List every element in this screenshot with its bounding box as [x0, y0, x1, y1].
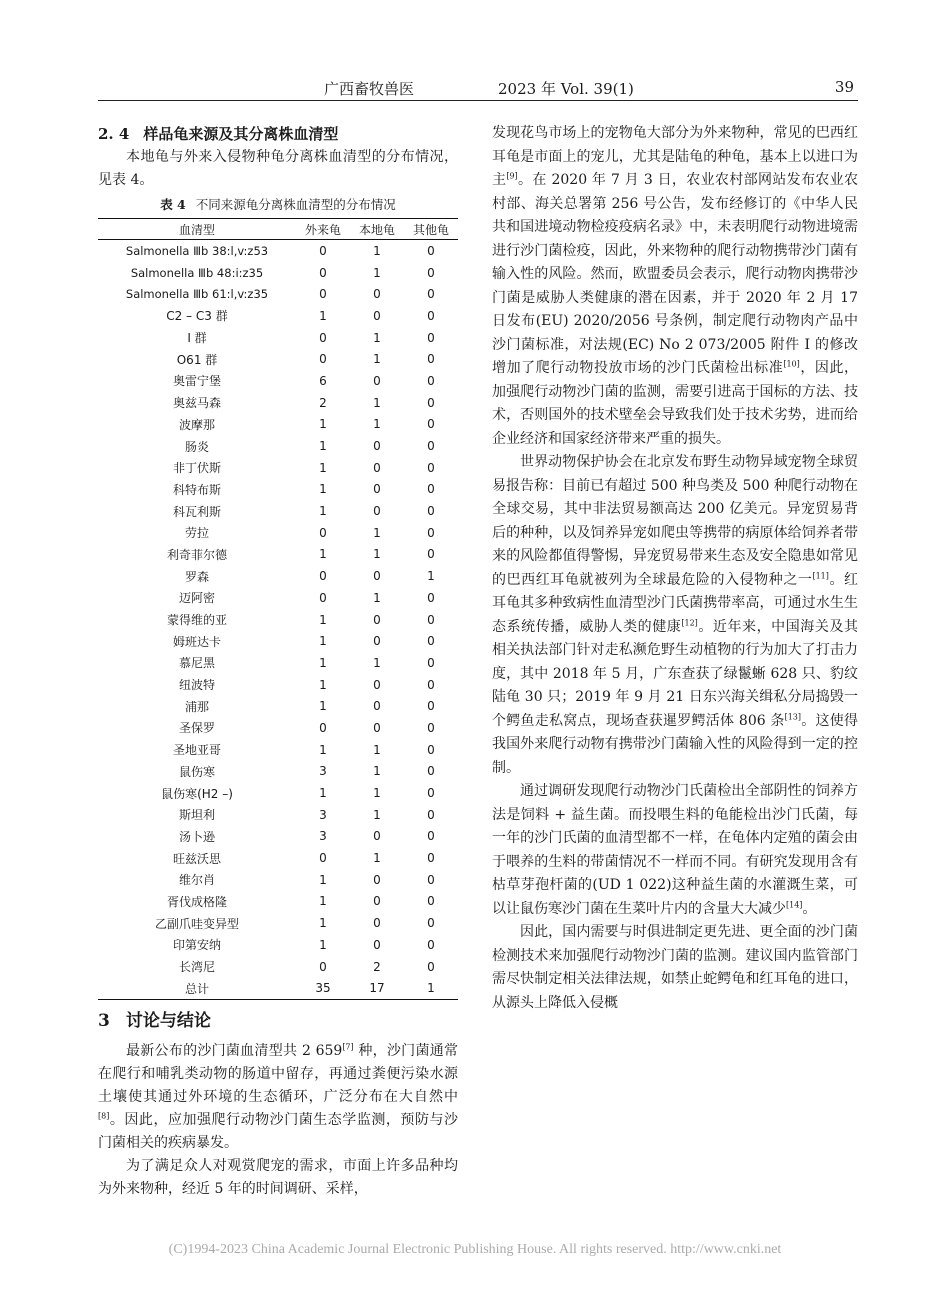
serotype-cell: 罗森 [184, 569, 209, 584]
count-cell: 1 [319, 460, 327, 475]
table-row [98, 739, 458, 761]
count-cell: 0 [373, 439, 381, 454]
table-row [98, 977, 458, 999]
citation: [11] [812, 570, 829, 580]
table-row [98, 370, 458, 392]
count-cell: 0 [427, 720, 435, 735]
table-row [98, 652, 458, 674]
count-cell: 2 [319, 395, 327, 410]
table-row [98, 392, 458, 414]
citation: [8] [98, 1111, 110, 1121]
count-cell: 1 [319, 612, 327, 627]
table-row [98, 934, 458, 956]
serotype-cell: 印第安纳 [172, 938, 221, 953]
header-exotic: 外来龟 [304, 222, 341, 237]
serotype-cell: 斯坦利 [178, 808, 215, 823]
citation: [13] [784, 711, 802, 721]
count-cell: 3 [319, 829, 327, 844]
count-cell: 0 [427, 308, 435, 323]
serotype-cell: 旺兹沃思 [172, 851, 221, 866]
table-label: 表 4 [160, 197, 186, 212]
table-row [98, 435, 458, 457]
text-run: 。在 2020 年 7 月 3 日，农业农村部网站发布农业农村部、海关总署第 256 号公告，发布经修订的《中华人民共和国进境动物检疫疫病名录》中，未表明爬行动物进境需进行沙门菌检疫，因此，外来物种的爬行动物携带沙门菌有输入性的风险。然而，欧盟委员会表示，爬行动物肉携带沙门菌是威胁人类健康的潜在因素，并于 2020 年 2 月 17 日发布(EU) 2020/2056 号条例，制定爬行动物肉产品中沙门菌标准，对法规(EC) No 2 073/2005 附件 I 的修改增加了爬行动物投放市场的沙门氏菌检出标准 [492, 172, 858, 376]
paragraph-2-start [98, 1155, 458, 1201]
serotype-cell: 鼠伤寒 [178, 764, 215, 779]
count-cell: 0 [427, 742, 435, 757]
table-row [98, 674, 458, 696]
table-row [98, 305, 458, 327]
section-number: 2. 4 [98, 125, 130, 143]
text-run: 。红耳龟其多种致病性血清型沙门氏菌携带率高，可通过水生生态系统传播，威胁人类的健康 [492, 571, 859, 635]
text-run: 。这使得我国外来爬行动物有携带沙门菌输入性的风险得到一定的控制。 [492, 712, 859, 776]
table-header-row [98, 219, 458, 240]
count-cell: 0 [373, 720, 381, 735]
count-cell: 0 [427, 330, 435, 345]
count-cell: 1 [319, 482, 327, 497]
table-row [98, 847, 458, 869]
journal-name: 广西畜牧兽医 [324, 80, 415, 98]
table-row [98, 782, 458, 804]
section-2-4-paragraph: 本地龟与外来入侵物种龟分离株血清型的分布情况，见表 4。 [98, 149, 458, 188]
text-run: 发现花鸟市场上的宠物龟大部分为外来物种，常见的巴西红耳龟是市面上的宠儿，尤其是陆龟的种龟，基本上以进口为主 [492, 125, 858, 188]
text-run: 通过调研发现爬行动物沙门氏菌检出全部阴性的饲养方法是饲料 + 益生菌。而投喂生料的龟能检出沙门氏菌，每一年的沙门氏菌的血清型都不一样，在龟体内定殖的菌会由于喂养的生料的带菌情况不一样而不同。有研究发现用含有枯草芽孢杆菌的(UD 1 022)这种益生菌的水灌溉生菜，可以让鼠伤寒沙门菌在生菜叶片内的含量大大减少 [492, 783, 858, 917]
table-row [98, 804, 458, 826]
table-row [98, 826, 458, 848]
count-cell: 0 [319, 959, 327, 974]
running-header [98, 74, 858, 101]
count-cell: 0 [319, 265, 327, 280]
count-cell: 0 [427, 959, 435, 974]
count-cell: 1 [373, 851, 381, 866]
count-cell: 1 [373, 742, 381, 757]
table-body [98, 240, 458, 1000]
section-3-title: 讨论与结论 [125, 1011, 211, 1032]
count-cell: 0 [373, 916, 381, 931]
table-row [98, 327, 458, 349]
text-run: 。因此，应加强爬行动物沙门菌生态学监测，预防与沙门菌相关的疾病暴发。 [98, 1112, 458, 1152]
count-cell: 0 [427, 417, 435, 432]
paragraph-4 [492, 780, 858, 921]
serotype-table [98, 218, 458, 1000]
serotype-cell: 鼠伤寒(H2 –) [161, 786, 233, 801]
table-caption [98, 196, 458, 214]
count-cell: 17 [369, 981, 385, 996]
count-cell: 0 [319, 330, 327, 345]
count-cell: 0 [427, 764, 435, 779]
count-cell: 0 [373, 894, 381, 909]
section-2-4-heading [98, 122, 458, 146]
count-cell: 0 [427, 634, 435, 649]
count-cell: 0 [319, 720, 327, 735]
count-cell: 1 [319, 786, 327, 801]
paragraph-2-continued [492, 122, 858, 451]
citation: [12] [681, 617, 698, 627]
table-row [98, 348, 458, 370]
table-row [98, 761, 458, 783]
count-cell: 0 [319, 569, 327, 584]
paragraph-1 [98, 1040, 458, 1155]
serotype-cell: 维尔肖 [178, 873, 215, 888]
table-row [98, 544, 458, 566]
count-cell: 0 [427, 460, 435, 475]
serotype-cell: O61 群 [176, 352, 218, 367]
citation: [7] [342, 1042, 354, 1052]
table-row [98, 609, 458, 631]
count-cell: 0 [373, 287, 381, 302]
count-cell: 1 [373, 243, 381, 258]
table-row [98, 500, 458, 522]
count-cell: 1 [373, 525, 381, 540]
count-cell: 0 [427, 352, 435, 367]
count-cell: 1 [319, 894, 327, 909]
count-cell: 0 [427, 872, 435, 887]
count-cell: 0 [427, 504, 435, 519]
count-cell: 0 [427, 547, 435, 562]
text-run: 为了满足众人对观赏爬宠的需求，市面上许多品种均为外来物种，经近 5 年的时间调研、采样， [98, 1158, 458, 1198]
count-cell: 1 [373, 807, 381, 822]
serotype-cell: I 群 [187, 331, 207, 346]
count-cell: 1 [319, 677, 327, 692]
count-cell: 1 [319, 308, 327, 323]
paragraph-5: 因此，国内需要与时俱进制定更先进、更全面的沙门菌检测技术来加强爬行动物沙门菌的监测。建议国内监管部门需尽快制定相关法律法规，如禁止蛇鳄龟和红耳龟的进口，从源头上降低入侵概 [492, 924, 858, 1011]
count-cell: 0 [373, 460, 381, 475]
count-cell: 1 [319, 655, 327, 670]
count-cell: 1 [319, 872, 327, 887]
serotype-cell: 乙副爪哇变异型 [154, 916, 239, 931]
count-cell: 0 [373, 612, 381, 627]
count-cell: 0 [427, 916, 435, 931]
serotype-cell: 慕尼黑 [178, 656, 215, 671]
text-run: 。近年来，中国海关及其相关执法部门针对走私濒危野生动植物的行为加大了打击力度，其中 2018 年 5 月，广东查获了绿鬣蜥 628 只、豹纹陆龟 30 只；2019 年 9 月 21 日东兴海关缉私分局捣毁一个鳄鱼走私窝点，现场查获暹罗鳄活体 806 条 [492, 618, 859, 729]
count-cell: 0 [427, 482, 435, 497]
serotype-cell: 非丁伏斯 [172, 461, 221, 476]
count-cell: 0 [427, 786, 435, 801]
citation: [14] [786, 899, 803, 909]
table-row [98, 912, 458, 934]
count-cell: 0 [427, 439, 435, 454]
count-cell: 0 [427, 243, 435, 258]
serotype-cell: Salmonella Ⅲb 38:l,v:z53 [125, 243, 269, 258]
serotype-cell: 蒙得维的亚 [166, 613, 227, 628]
table-row [98, 565, 458, 587]
serotype-cell: 劳拉 [184, 526, 209, 541]
serotype-cell: 科瓦利斯 [172, 504, 221, 519]
serotype-cell: 利奇菲尔德 [166, 547, 227, 562]
count-cell: 0 [319, 287, 327, 302]
count-cell: 1 [319, 417, 327, 432]
text-run: 种，沙门菌通常在爬行和哺乳类动物的肠道中留存，再通过粪便污染水源土壤使其通过外环境的生态循环，广泛分布在大自然中 [98, 1043, 458, 1106]
count-cell: 1 [319, 634, 327, 649]
count-cell: 0 [373, 872, 381, 887]
count-cell: 0 [427, 590, 435, 605]
table-row [98, 891, 458, 913]
serotype-cell: Salmonella Ⅲb 61:l,v:z35 [125, 287, 269, 302]
count-cell: 0 [373, 937, 381, 952]
count-cell: 0 [427, 525, 435, 540]
count-cell: 1 [373, 786, 381, 801]
serotype-cell: 浦那 [184, 699, 209, 714]
text-run: 最新公布的沙门菌血清型共 2 659 [126, 1043, 343, 1060]
count-cell: 0 [373, 373, 381, 388]
count-cell: 1 [373, 547, 381, 562]
count-cell: 0 [427, 829, 435, 844]
serotype-cell: 波摩那 [178, 417, 215, 432]
count-cell: 1 [319, 742, 327, 757]
serotype-cell: 迈阿密 [178, 591, 215, 606]
count-cell: 0 [427, 699, 435, 714]
serotype-cell: 纽波特 [178, 678, 215, 693]
serotype-cell: 圣保罗 [178, 721, 215, 736]
header-other: 其他龟 [412, 222, 449, 237]
left-column [98, 122, 458, 1201]
count-cell: 3 [319, 764, 327, 779]
serotype-cell: 奥兹马森 [172, 396, 221, 411]
count-cell: 1 [373, 395, 381, 410]
serotype-cell: 肠炎 [184, 439, 209, 454]
count-cell: 6 [319, 373, 327, 388]
count-cell: 1 [427, 569, 435, 584]
count-cell: 0 [373, 677, 381, 692]
table-row [98, 457, 458, 479]
count-cell: 1 [319, 547, 327, 562]
count-cell: 0 [427, 287, 435, 302]
serotype-cell: 奥雷宁堡 [172, 374, 221, 389]
count-cell: 2 [373, 959, 381, 974]
count-cell: 0 [373, 634, 381, 649]
paragraph-3 [492, 451, 858, 780]
serotype-cell: Salmonella Ⅲb 48:i:z35 [130, 265, 264, 280]
serotype-cell: 胥伐成格隆 [166, 894, 227, 909]
count-cell: 0 [373, 504, 381, 519]
section-3-number: 3 [98, 1011, 110, 1032]
count-cell: 0 [427, 395, 435, 410]
count-cell: 0 [427, 937, 435, 952]
count-cell: 0 [427, 807, 435, 822]
table-row [98, 956, 458, 978]
table-row [98, 283, 458, 305]
count-cell: 0 [427, 612, 435, 627]
count-cell: 1 [373, 352, 381, 367]
count-cell: 0 [373, 308, 381, 323]
text-run: 世界动物保护协会在北京发布野生动物异域宠物全球贸易报告称：目前已有超过 500 种鸟类及 500 种爬行动物在全球交易，其中非法贸易额高达 200 亿美元。异宠贸易背后的种种，以及饲养异宠如爬虫等携带的病原体给饲养者带来的风险都值得警惕，异宠贸易带来生态及安全隐患如常见的巴西红耳龟就被列为全球最危险的入侵物种之一 [492, 454, 858, 588]
count-cell: 1 [373, 655, 381, 670]
table-row [98, 695, 458, 717]
count-cell: 1 [373, 330, 381, 345]
count-cell: 1 [319, 699, 327, 714]
count-cell: 1 [373, 764, 381, 779]
serotype-cell: 汤卜逊 [178, 829, 215, 844]
text-run: 。 [802, 900, 817, 917]
count-cell: 0 [373, 699, 381, 714]
serotype-cell: 科特布斯 [172, 482, 221, 497]
count-cell: 1 [319, 937, 327, 952]
count-cell: 0 [427, 851, 435, 866]
serotype-cell: 圣地亚哥 [172, 743, 221, 758]
count-cell: 0 [427, 265, 435, 280]
table-row [98, 240, 458, 262]
count-cell: 0 [373, 569, 381, 584]
table-row [98, 414, 458, 436]
count-cell: 0 [319, 352, 327, 367]
count-cell: 0 [427, 655, 435, 670]
count-cell: 0 [319, 243, 327, 258]
header-local: 本地龟 [358, 222, 395, 237]
count-cell: 3 [319, 807, 327, 822]
serotype-cell: 长湾尼 [178, 960, 215, 975]
table-row [98, 630, 458, 652]
page-number: 39 [834, 78, 854, 96]
issue-info: 2023 年 Vol. 39(1) [498, 80, 634, 98]
table-row [98, 479, 458, 501]
count-cell: 1 [319, 916, 327, 931]
count-cell: 0 [427, 677, 435, 692]
text-run: ，因此，加强爬行动物沙门菌的监测，需要引进高于国标的方法、技术，否则国外的技术壁垒会导致我们处于技术劣势，进而给企业经济和国家经济带来严重的损失。 [492, 360, 859, 447]
table-row [98, 522, 458, 544]
table-row [98, 262, 458, 284]
header-serotype: 血清型 [178, 222, 215, 237]
count-cell: 0 [427, 894, 435, 909]
serotype-cell: 姆班达卡 [172, 634, 221, 649]
serotype-cell: C2 – C3 群 [166, 309, 228, 324]
count-cell: 0 [373, 482, 381, 497]
citation: [9] [506, 171, 518, 181]
count-cell: 0 [427, 373, 435, 388]
count-cell: 1 [427, 981, 435, 996]
section-title: 样品龟来源及其分离株血清型 [143, 125, 339, 143]
section-3-heading [98, 1006, 458, 1036]
count-cell: 0 [319, 590, 327, 605]
copyright-footer: (C)1994-2023 China Academic Journal Electronic Publishing House. All rights reserved. http://www.cnki.net [168, 1242, 782, 1257]
count-cell: 1 [373, 417, 381, 432]
serotype-cell: 总计 [184, 981, 209, 996]
table-row [98, 587, 458, 609]
citation: [10] [783, 359, 800, 369]
count-cell: 35 [315, 981, 331, 996]
count-cell: 1 [373, 265, 381, 280]
count-cell: 1 [319, 439, 327, 454]
table-row [98, 869, 458, 891]
table-caption-text: 不同来源龟分离株血清型的分布情况 [195, 197, 396, 212]
count-cell: 1 [373, 590, 381, 605]
count-cell: 1 [319, 504, 327, 519]
count-cell: 0 [319, 851, 327, 866]
table-row [98, 717, 458, 739]
count-cell: 0 [373, 829, 381, 844]
count-cell: 0 [319, 525, 327, 540]
right-column [492, 122, 858, 1015]
